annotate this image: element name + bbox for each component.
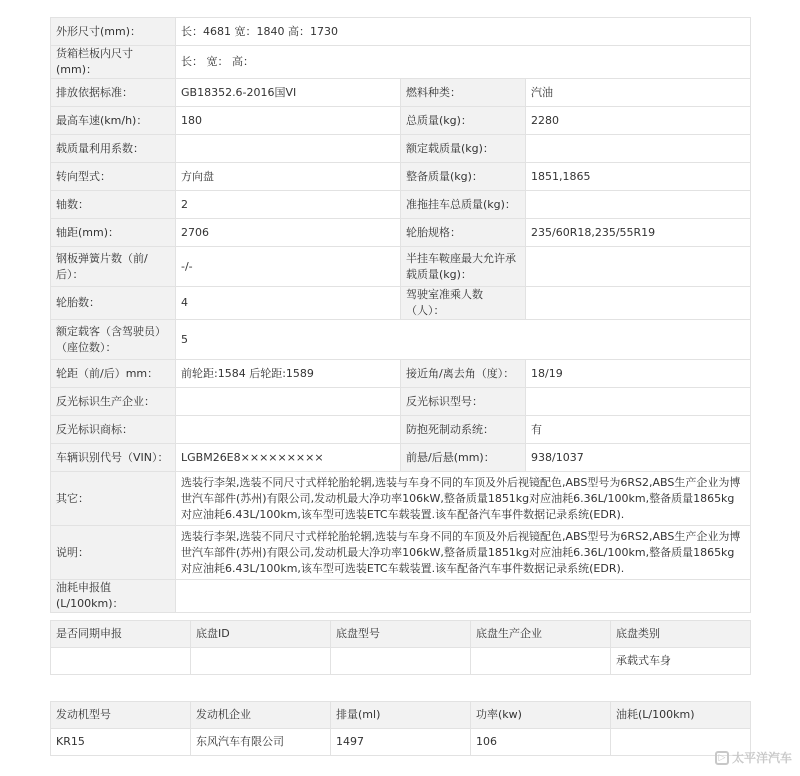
spec-label: 外形尺寸(mm)： — [51, 18, 176, 46]
spec-row — [51, 360, 751, 388]
spec-value: 长：4681 宽：1840 高：1730 — [176, 18, 751, 46]
spec-value: 2 — [176, 191, 401, 219]
chassis-header: 底盘ID — [191, 621, 331, 648]
chassis-data-row — [51, 648, 751, 675]
spec-label: 排放依据标准： — [51, 79, 176, 107]
engine-data-row — [51, 729, 751, 756]
spec-value: 180 — [176, 107, 401, 135]
spec-value — [176, 580, 751, 613]
engine-header-row — [51, 702, 751, 729]
spec-table — [50, 17, 751, 613]
chassis-cell — [191, 648, 331, 675]
chassis-cell — [331, 648, 471, 675]
spec-value: 2280 — [526, 107, 751, 135]
chassis-header: 底盘型号 — [331, 621, 471, 648]
spec-value — [176, 388, 401, 416]
spec-row — [51, 46, 751, 79]
spec-label: 轮距（前/后）mm： — [51, 360, 176, 388]
spec-value: 2706 — [176, 219, 401, 247]
spec-value: 方向盘 — [176, 163, 401, 191]
spec-value: 选装行李架,选装不同尺寸式样轮胎轮辋,选装与车身不同的车顶及外后视镜配色,ABS型号为6RS2,ABS生产企业为博世汽车部件(苏州)有限公司,发动机最大净功率106kW,整备质量1851kg对应油耗6.36L/100km,整备质量1865kg对应油耗6.43L/100km,该车型可选装ETC车载装置.该车配备汽车事件数据记录系统(EDR). — [176, 472, 751, 526]
engine-table — [50, 701, 751, 756]
spec-label: 整备质量(kg)： — [401, 163, 526, 191]
spec-row — [51, 526, 751, 580]
spec-value: 长： 宽： 高： — [176, 46, 751, 79]
spec-label: 钢板弹簧片数（前/后）： — [51, 247, 176, 287]
spec-row — [51, 472, 751, 526]
spec-label: 货箱栏板内尺寸(mm)： — [51, 46, 176, 79]
spec-row — [51, 191, 751, 219]
spec-label: 反光标识生产企业： — [51, 388, 176, 416]
spec-value: 5 — [176, 320, 751, 360]
spec-row — [51, 287, 751, 320]
spec-value: 18/19 — [526, 360, 751, 388]
spec-label: 驾驶室准乘人数（人）： — [401, 287, 526, 320]
spec-label: 前悬/后悬(mm)： — [401, 444, 526, 472]
spec-value — [526, 388, 751, 416]
engine-cell: 1497 — [331, 729, 471, 756]
spec-label: 燃料种类： — [401, 79, 526, 107]
spec-row — [51, 135, 751, 163]
spec-value — [176, 135, 401, 163]
spec-row — [51, 320, 751, 360]
chassis-cell: 承载式车身 — [611, 648, 751, 675]
engine-header: 功率(kw) — [471, 702, 611, 729]
chassis-header: 底盘类别 — [611, 621, 751, 648]
spec-label: 接近角/离去角（度）： — [401, 360, 526, 388]
spec-label: 说明： — [51, 526, 176, 580]
engine-header: 排量(ml) — [331, 702, 471, 729]
chassis-header-row — [51, 621, 751, 648]
engine-header: 油耗(L/100km) — [611, 702, 751, 729]
spec-label: 半挂车鞍座最大允许承载质量(kg)： — [401, 247, 526, 287]
spec-value: 1851,1865 — [526, 163, 751, 191]
spec-value: 前轮距:1584 后轮距:1589 — [176, 360, 401, 388]
engine-cell: KR15 — [51, 729, 191, 756]
spec-label: 反光标识商标： — [51, 416, 176, 444]
spec-row — [51, 18, 751, 46]
spec-value: 938/1037 — [526, 444, 751, 472]
spec-label: 载质量利用系数： — [51, 135, 176, 163]
chassis-cell — [471, 648, 611, 675]
spec-value: GB18352.6-2016国VI — [176, 79, 401, 107]
spec-label: 最高车速(km/h)： — [51, 107, 176, 135]
engine-header: 发动机企业 — [191, 702, 331, 729]
spec-label: 防抱死制动系统： — [401, 416, 526, 444]
spec-row — [51, 247, 751, 287]
spec-value — [526, 191, 751, 219]
watermark-text: 太平洋汽车 — [731, 751, 792, 765]
spec-value — [526, 135, 751, 163]
spec-label: 转向型式： — [51, 163, 176, 191]
spec-row — [51, 444, 751, 472]
spec-value: 4 — [176, 287, 401, 320]
spec-label: 车辆识别代号（VIN）： — [51, 444, 176, 472]
spec-value: 选装行李架,选装不同尺寸式样轮胎轮辋,选装与车身不同的车顶及外后视镜配色,ABS型号为6RS2,ABS生产企业为博世汽车部件(苏州)有限公司,发动机最大净功率106kW,整备质量1851kg对应油耗6.36L/100km,整备质量1865kg对应油耗6.43L/100km,该车型可选装ETC车载装置.该车配备汽车事件数据记录系统(EDR). — [176, 526, 751, 580]
chassis-cell — [51, 648, 191, 675]
spec-row — [51, 388, 751, 416]
spec-label: 总质量(kg)： — [401, 107, 526, 135]
spec-row — [51, 79, 751, 107]
spec-label: 准拖挂车总质量(kg)： — [401, 191, 526, 219]
spec-label: 轮胎规格： — [401, 219, 526, 247]
spec-label: 额定载客（含驾驶员）（座位数）： — [51, 320, 176, 360]
chassis-header: 是否同期申报 — [51, 621, 191, 648]
spec-value: -/- — [176, 247, 401, 287]
spec-row — [51, 416, 751, 444]
chassis-header: 底盘生产企业 — [471, 621, 611, 648]
spec-value — [176, 416, 401, 444]
spec-label: 其它： — [51, 472, 176, 526]
watermark — [715, 749, 792, 766]
spec-label: 反光标识型号： — [401, 388, 526, 416]
logo-icon: ▷ — [715, 751, 729, 765]
spec-label: 轴数： — [51, 191, 176, 219]
spec-row — [51, 107, 751, 135]
chassis-table — [50, 620, 751, 675]
engine-cell: 106 — [471, 729, 611, 756]
spec-value — [526, 287, 751, 320]
spec-value — [526, 247, 751, 287]
engine-header: 发动机型号 — [51, 702, 191, 729]
spec-row — [51, 163, 751, 191]
spec-value: 汽油 — [526, 79, 751, 107]
spec-row — [51, 580, 751, 613]
spec-label: 油耗申报值(L/100km)： — [51, 580, 176, 613]
spec-label: 轴距(mm)： — [51, 219, 176, 247]
spec-label: 轮胎数： — [51, 287, 176, 320]
engine-cell: 东风汽车有限公司 — [191, 729, 331, 756]
spec-row — [51, 219, 751, 247]
spec-label: 额定载质量(kg)： — [401, 135, 526, 163]
spec-value: 有 — [526, 416, 751, 444]
spec-value: LGBM26E8××××××××× — [176, 444, 401, 472]
spec-value: 235/60R18,235/55R19 — [526, 219, 751, 247]
